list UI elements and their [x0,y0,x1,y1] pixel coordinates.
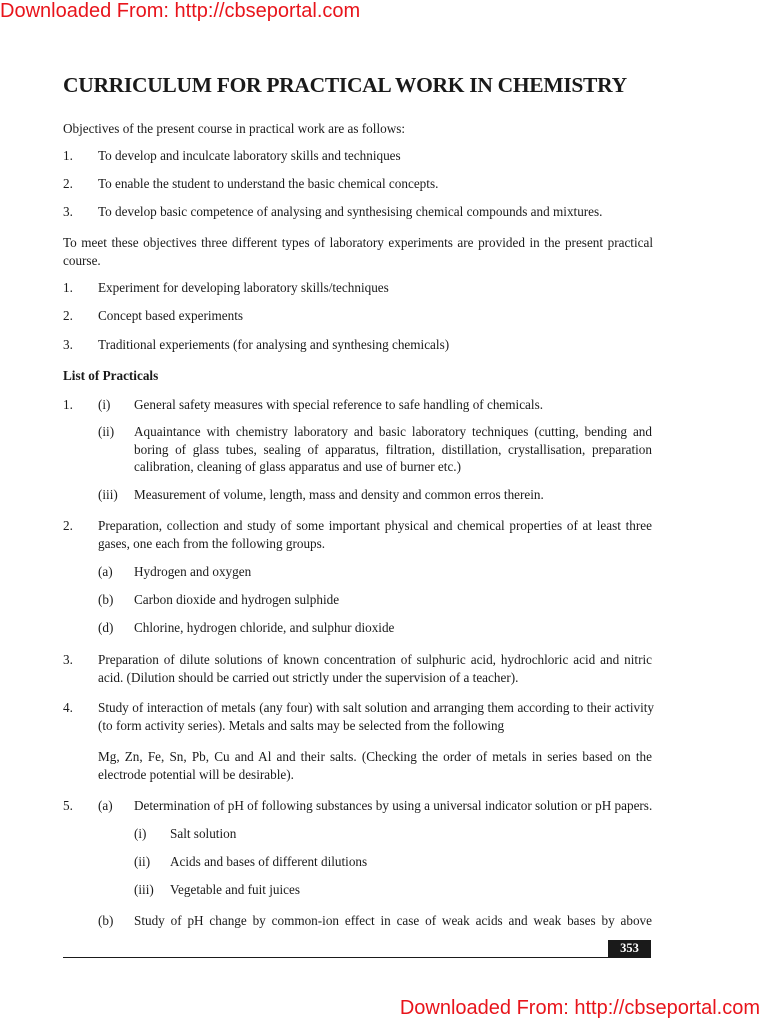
sub-sub-text: Acids and bases of different dilutions [170,854,368,869]
sub-text: Determination of pH of following substances by using a universal indicator solution or pH papers. [134,798,653,813]
sub-sub-label: (i) [134,826,147,841]
practical-text: Preparation, collection and study of some important physical and chemical properties of at least three gases, one each from the following groups. [98,518,652,551]
watermark-bottom: Downloaded From: http://cbseportal.com [399,997,760,1019]
type-text: Concept based experiments [98,308,244,323]
sub-label: (iii) [98,487,118,502]
type-text: Experiment for developing laboratory skills/techniques [98,280,389,295]
sub-text: General safety measures with special reference to safe handling of chemicals. [134,397,543,412]
sub-text: Hydrogen and oxygen [134,564,252,579]
sub-label: (i) [98,397,111,412]
sub-text: Chlorine, hydrogen chloride, and sulphur dioxide [134,620,395,635]
practical-number: 2. [63,518,73,533]
type-number: 3. [63,337,73,352]
objective-number: 2. [63,176,73,191]
sub-label: (d) [98,620,114,635]
sub-sub-text: Salt solution [170,826,237,841]
intro-text: Objectives of the present course in practical work are as follows: [63,121,406,136]
practical-text: Preparation of dilute solutions of known concentration of sulphuric acid, hydrochloric acid and nitric acid. (Dilution should be carried out strictly under the supervision of a teacher). [98,652,652,685]
footer-rule [63,957,651,958]
sub-sub-label: (ii) [134,854,151,869]
page-number: 353 [608,940,651,957]
paragraph-experiment-types: To meet these objectives three different types of laboratory experiments are provided in the present practical course. [63,235,653,268]
practical-number: 5. [63,798,73,813]
type-number: 1. [63,280,73,295]
sub-label: (a) [98,564,113,579]
objective-text: To enable the student to understand the basic chemical concepts. [98,176,439,191]
sub-text: Carbon dioxide and hydrogen sulphide [134,592,340,607]
objective-number: 3. [63,204,73,219]
sub-label: (b) [98,592,114,607]
sub-sub-label: (iii) [134,882,154,897]
watermark-top: Downloaded From: http://cbseportal.com [0,0,361,22]
list-heading: List of Practicals [63,368,159,383]
practical-text: Study of interaction of metals (any four) with salt solution and arranging them according to their activity (to form activity series). Metals and salts may be selected from the following [98,700,654,733]
objective-text: To develop and inculcate laboratory skills and techniques [98,148,401,163]
sub-text: Aquaintance with chemistry laboratory and basic laboratory techniques (cutting, bending and boring of glass tubes, sealing of apparatus, filtration, distillation, crystallisation, preparation calibration, cleaning of glass apparatus and use of burner etc.) [134,424,652,474]
sub-label: (ii) [98,424,115,439]
practical-number: 3. [63,652,73,667]
sub-text: Study of pH change by common-ion effect in case of weak acids and weak bases by above [134,913,652,928]
objective-number: 1. [63,148,73,163]
objective-text: To develop basic competence of analysing and synthesising chemical compounds and mixtures. [98,204,603,219]
sub-sub-text: Vegetable and fuit juices [170,882,300,897]
type-number: 2. [63,308,73,323]
sub-text: Measurement of volume, length, mass and density and common erros therein. [134,487,544,502]
practical-number: 4. [63,700,73,715]
sub-label: (b) [98,913,114,928]
type-text: Traditional experiements (for analysing and synthesing chemicals) [98,337,450,352]
sub-label: (a) [98,798,113,813]
practical-text-continued: Mg, Zn, Fe, Sn, Pb, Cu and Al and their salts. (Checking the order of metals in series based on the electrode potential will be desirable). [98,749,652,782]
page-title: CURRICULUM FOR PRACTICAL WORK IN CHEMISTRY [63,73,627,97]
practical-number: 1. [63,397,73,412]
